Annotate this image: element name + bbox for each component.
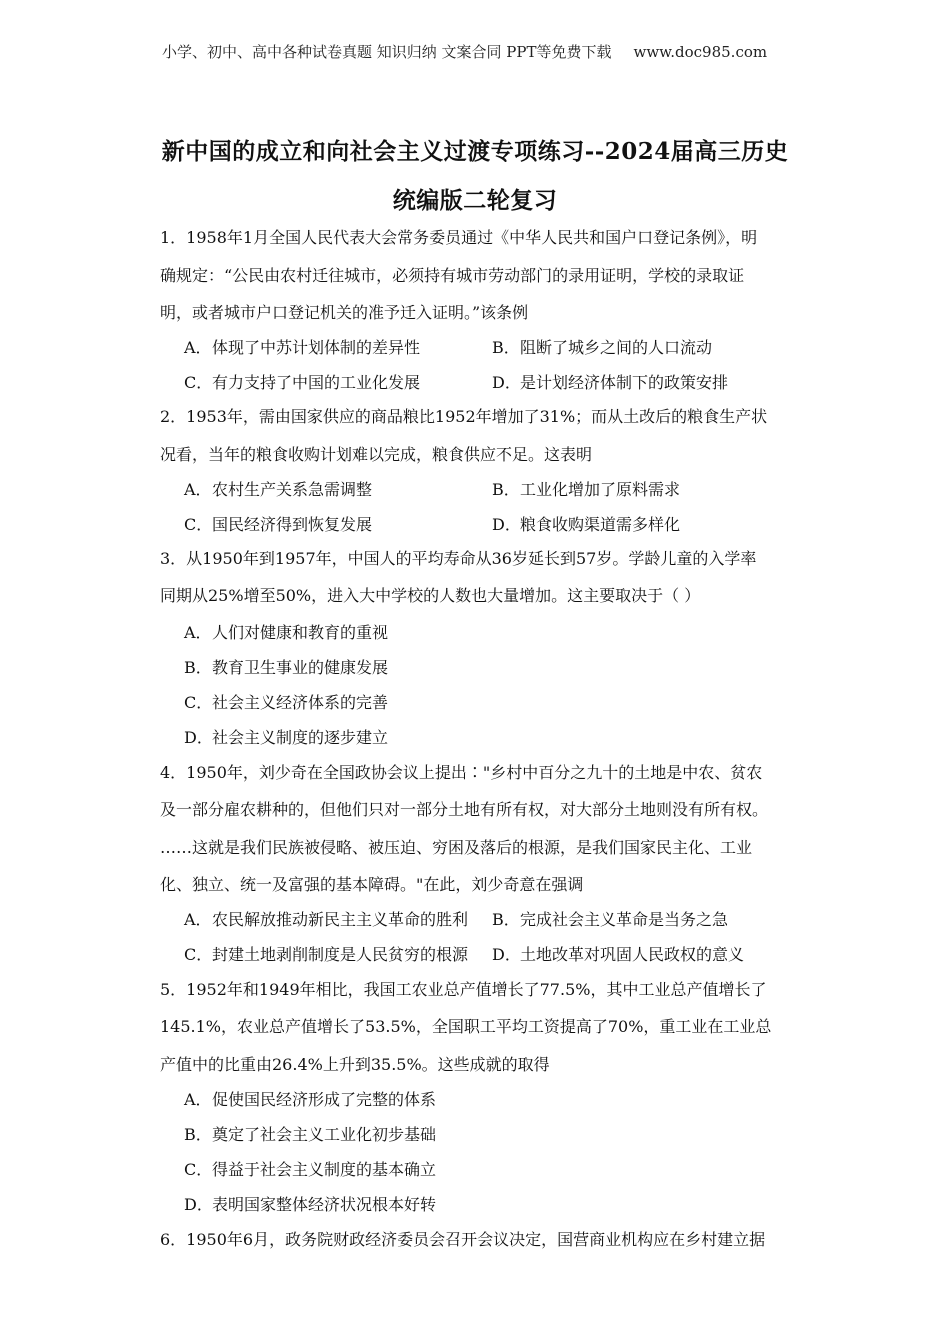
q3-option-a: A．人们对健康和教育的重视 — [184, 623, 389, 642]
q4-line-4: 化、独立、统一及富强的基本障碍。"在此，刘少奇意在强调 — [160, 875, 584, 894]
header-url[interactable]: www.doc985.com — [633, 43, 768, 61]
q4-line-3: ……这就是我们民族被侵略、被压迫、穷困及落后的根源，是我们国家民主化、工业 — [160, 838, 753, 857]
q2-option-b: B．工业化增加了原料需求 — [492, 480, 681, 499]
q1-option-c: C．有力支持了中国的工业化发展 — [184, 373, 421, 392]
q3-option-c: C．社会主义经济体系的完善 — [184, 693, 389, 712]
q4-option-a: A．农民解放推动新民主主义革命的胜利 — [184, 910, 469, 929]
q1-option-a: A．体现了中苏计划体制的差异性 — [184, 338, 421, 357]
doc-title-line-1: 新中国的成立和向社会主义过渡专项练习--2024届高三历史 — [161, 138, 789, 165]
q4-option-d: D．土地改革对巩固人民政权的意义 — [492, 945, 745, 964]
header-text: 小学、初中、高中各种试卷真题 知识归纳 文案合同 PPT等免费下载 — [162, 43, 612, 61]
doc-title-line-2: 统编版二轮复习 — [392, 187, 558, 214]
q5-option-d: D．表明国家整体经济状况根本好转 — [184, 1195, 437, 1214]
q2-line-1: 2．1953年，需由国家供应的商品粮比1952年增加了31%；而从土改后的粮食生产状 — [160, 407, 768, 426]
q6-line-1: 6．1950年6月，政务院财政经济委员会召开会议决定，国营商业机构应在乡村建立据 — [160, 1230, 766, 1249]
q5-line-1: 5．1952年和1949年相比，我国工农业总产值增长了77.5%，其中工业总产值增长了 — [160, 980, 767, 999]
q2-option-a: A．农村生产关系急需调整 — [184, 480, 373, 499]
q5-line-2: 145.1%，农业总产值增长了53.5%，全国职工平均工资提高了70%，重工业在工业总 — [160, 1017, 772, 1036]
q3-option-b: B．教育卫生事业的健康发展 — [184, 658, 389, 677]
q5-option-a: A．促使国民经济形成了完整的体系 — [184, 1090, 437, 1109]
page-header — [162, 41, 767, 62]
q5-option-c: C．得益于社会主义制度的基本确立 — [184, 1160, 437, 1179]
q3-line-2: 同期从25%增至50%，进入大中学校的人数也大量增加。这主要取决于（ ） — [160, 586, 701, 605]
q4-option-b: B．完成社会主义革命是当务之急 — [492, 910, 729, 929]
q1-option-d: D．是计划经济体制下的政策安排 — [492, 373, 729, 392]
q1-line-3: 明，或者城市户口登记机关的准予迁入证明。”该条例 — [160, 303, 529, 322]
q1-option-b: B．阻断了城乡之间的人口流动 — [492, 338, 713, 357]
q3-option-d: D．社会主义制度的逐步建立 — [184, 728, 389, 747]
q4-line-2: 及一部分雇农耕种的，但他们只对一部分土地有所有权，对大部分土地则没有所有权。 — [160, 800, 769, 819]
q3-line-1: 3．从1950年到1957年，中国人的平均寿命从36岁延长到57岁。学龄儿童的入学率 — [160, 549, 757, 568]
q1-line-1: 1．1958年1月全国人民代表大会常务委员通过《中华人民共和国户口登记条例》，明 — [160, 228, 758, 247]
q2-option-c: C．国民经济得到恢复发展 — [184, 515, 373, 534]
q2-option-d: D．粮食收购渠道需多样化 — [492, 515, 681, 534]
q1-line-2: 确规定：“公民由农村迁往城市，必须持有城市劳动部门的录用证明，学校的录取证 — [160, 266, 745, 285]
q2-line-2: 况看，当年的粮食收购计划难以完成，粮食供应不足。这表明 — [160, 445, 593, 464]
q4-option-c: C．封建土地剥削制度是人民贫穷的根源 — [184, 945, 469, 964]
q5-line-3: 产值中的比重由26.4%上升到35.5%。这些成就的取得 — [160, 1055, 550, 1074]
q4-line-1: 4．1950年，刘少奇在全国政协会议上提出∶"乡村中百分之九十的土地是中农、贫农 — [160, 763, 763, 782]
q5-option-b: B．奠定了社会主义工业化初步基础 — [184, 1125, 437, 1144]
